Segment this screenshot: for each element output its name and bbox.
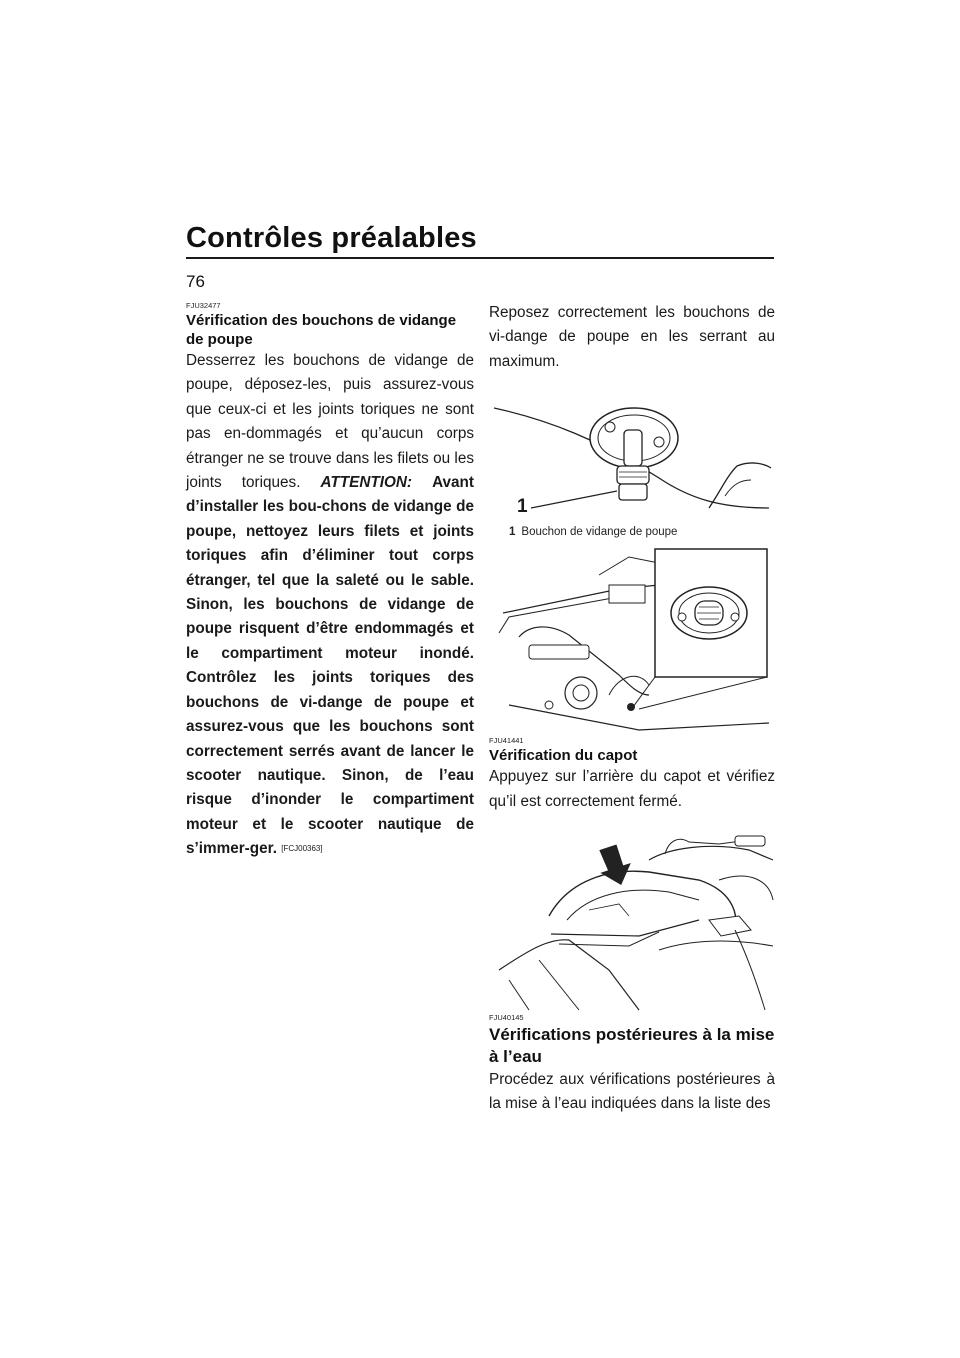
section-heading-hood: Vérification du capot xyxy=(489,747,638,765)
hood-illustration xyxy=(489,820,775,1012)
hood-body: Appuyez sur l’arrière du capot et vérifiez qu’il est correctement fermé. xyxy=(489,768,775,810)
left-column xyxy=(186,302,474,862)
section-code: FJU32477 xyxy=(186,301,221,310)
section-code: FJU40145 xyxy=(489,1013,524,1023)
hood-figure xyxy=(489,820,775,1012)
caption-number: 1 xyxy=(509,526,516,539)
section-heading-post-launch: Vérifications postérieures à la mise à l’eau xyxy=(489,1025,775,1067)
figure-callout-number: 1 xyxy=(517,496,528,518)
page-number: 76 xyxy=(186,272,205,291)
page-header-title: Contrôles préalables xyxy=(186,222,477,254)
figure-caption xyxy=(509,526,677,538)
post-launch-body: Procédez aux vérifications postérieures à la mise à l’eau indiquées dans la liste des xyxy=(489,1071,775,1113)
drain-plug-figure xyxy=(489,380,775,545)
header-divider xyxy=(186,257,774,259)
stern-figure xyxy=(489,545,775,733)
attention-label: ATTENTION: xyxy=(320,474,412,492)
drain-plug-text: Desserrez les bouchons de vidange de poupe, déposez-les, puis assurez-vous que ceux-ci et les joints toriques ne sont pas en-dommagés et qu’aucun corps étranger ne se trouve dans les filets ou les joints toriques. xyxy=(186,352,474,492)
drain-plug-body xyxy=(186,349,474,862)
reinstall-text: Reposez correctement les bouchons de vi-dange de poupe en les serrant au maximum. xyxy=(489,304,775,370)
section-heading-drain-plug: Vérification des bouchons de vidange de poupe xyxy=(186,312,457,348)
drain-plug-illustration xyxy=(489,380,775,520)
attention-text: Avant d’installer les bou-chons de vidange de poupe, nettoyez leurs filets et joints toriques afin d’éliminer tout corps étranger, tel que la saleté ou le sable. Sinon, les bouchons de vidange de poupe risquent d’être endommagés et le compartiment moteur inondé. Contrôlez les joints toriques des bouchons de vi-dange de poupe et assurez-vous que les bouchons sont correctement serrés avant de lancer le scooter nautique. Sinon, de l’eau risque d’inonder le compartiment moteur et le scooter nautique de s’immer-ger. xyxy=(186,474,474,858)
section-code: FJU41441 xyxy=(489,736,524,746)
attention-code: [FCJ00363] xyxy=(281,844,323,854)
caption-text: Bouchon de vidange de poupe xyxy=(521,526,678,539)
stern-illustration xyxy=(489,545,775,733)
right-column xyxy=(489,302,775,1117)
